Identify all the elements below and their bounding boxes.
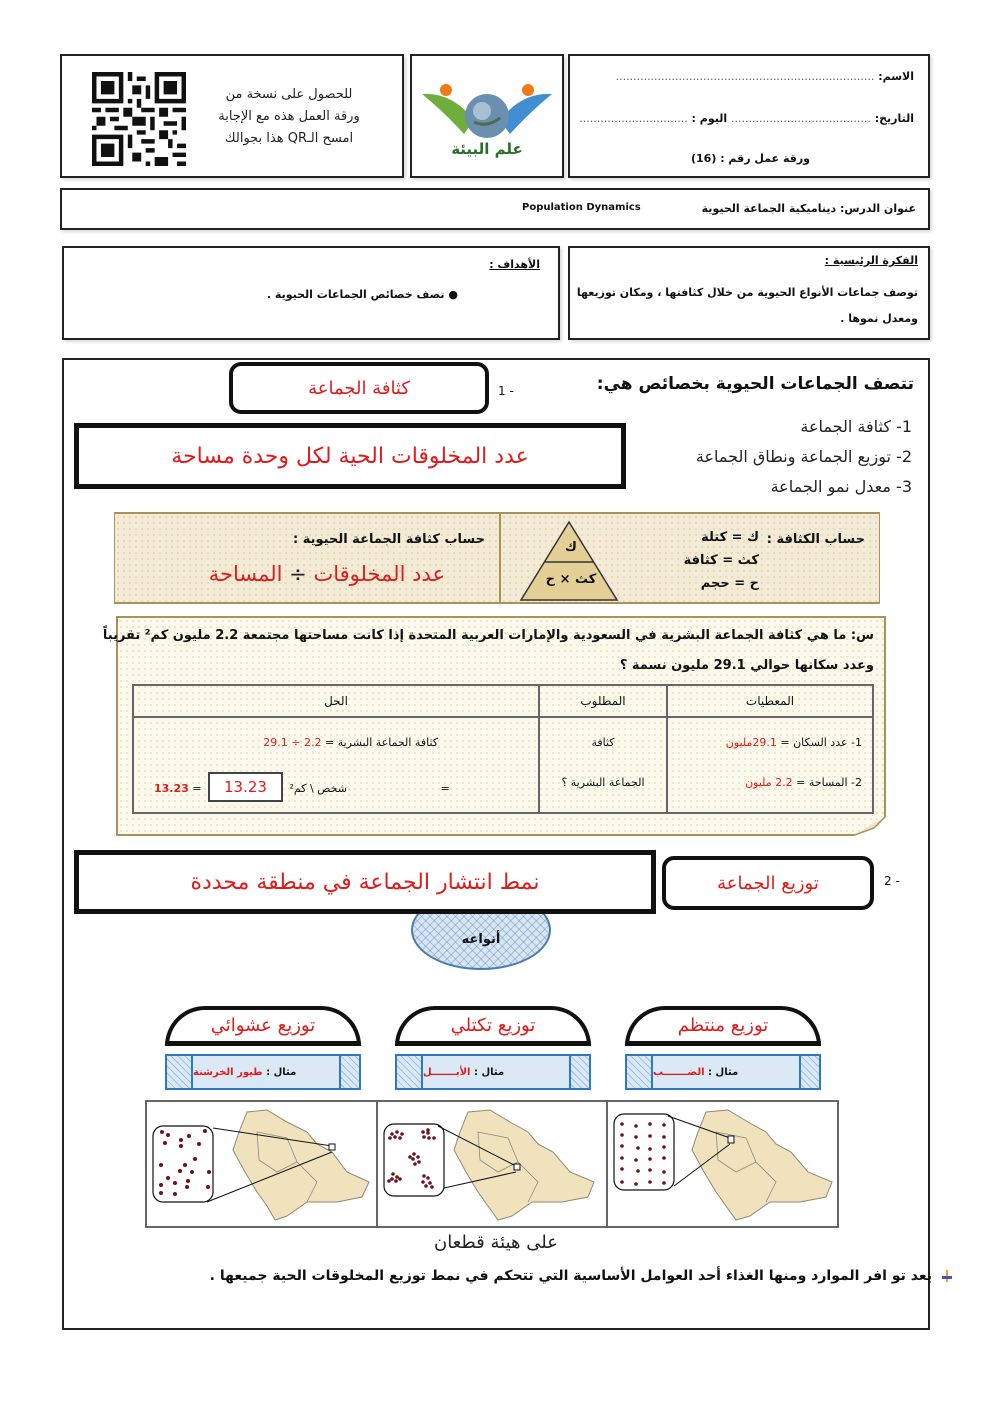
section1-answer-text: كثافة الجماعة: [308, 377, 410, 399]
solution-cell: [133, 717, 539, 813]
day-label: اليوم :: [691, 112, 728, 125]
solution-label: كثافة الجماعة البشرية =: [321, 736, 438, 749]
given-label: 2- المساحة =: [792, 776, 862, 789]
types-label: أنواعه: [461, 931, 501, 947]
section1-answer-box[interactable]: [229, 362, 489, 414]
goals-box: [62, 246, 560, 340]
density-definition-text: عدد المخلوقات الحية لكل وحدة مساحة: [171, 443, 529, 469]
population-density-formula: [209, 562, 445, 586]
goal-item: [267, 282, 458, 308]
type-uniform-box[interactable]: [625, 1006, 821, 1046]
main-idea-box: [568, 246, 930, 340]
triangle-density-volume: كث × ح: [545, 572, 597, 587]
density-variable-definitions: [684, 526, 759, 595]
example-label: مثال :: [266, 1066, 297, 1078]
example-uniform-answer[interactable]: الضـــــــب: [653, 1066, 705, 1078]
saudi-map-uniform-icon: [608, 1102, 838, 1226]
required-line-2: الجماعة البشرية ؟: [561, 776, 645, 789]
density-triangle-icon: [519, 520, 619, 602]
type-uniform-label: توزيع منتظم: [677, 1015, 769, 1036]
clumped-caption: على هيئة قطعان: [434, 1232, 558, 1253]
distribution-definition-text: نمط انتشار الجماعة في منطقة محددة: [190, 869, 540, 895]
formula-area: المساحة: [208, 562, 283, 586]
distribution-maps: [145, 1100, 839, 1228]
given-area: [668, 772, 862, 812]
triangle-mass: ك: [565, 540, 577, 555]
worksheet-label: ورقة عمل رقم :: [720, 152, 810, 165]
qr-instructions: [194, 84, 384, 150]
characteristics-list: [696, 412, 912, 502]
lesson-title-ar: ديناميكية الجماعة الحيوية: [701, 202, 837, 215]
def-volume: ح = حجم: [700, 576, 759, 591]
characteristic-item: 2- توزيع الجماعة ونطاق الجماعة: [695, 447, 912, 466]
type-clumped-label: توزيع تكتلي: [450, 1015, 536, 1036]
day-blank: ...............................: [579, 112, 688, 125]
goal-text: تصف خصائص الجماعات الحيوية .: [266, 288, 445, 301]
solution-unit: شخص \ كم²: [289, 782, 347, 795]
name-blank: ..........................................................................: [615, 70, 875, 83]
section2-answer-text: توزيع الجماعة: [717, 872, 819, 894]
saudi-map-clumped-icon: [378, 1102, 608, 1226]
name-label: الاسم:: [878, 70, 914, 83]
given-population: [668, 732, 862, 772]
givens-cell: [667, 717, 873, 813]
answer-input-box[interactable]: 13.23: [208, 772, 283, 802]
worksheet-number-value: (16): [690, 152, 717, 165]
main-idea-heading: الفكرة الرئيسية :: [824, 254, 918, 267]
example-random-answer[interactable]: طيور الخرشنة: [193, 1066, 263, 1078]
qr-box: [60, 54, 404, 178]
example-uniform: [625, 1054, 821, 1090]
map-clumped: [376, 1102, 607, 1226]
qr-code-icon[interactable]: [92, 72, 186, 166]
resource-note: [210, 1268, 952, 1284]
section1-number: 1 -: [498, 384, 514, 398]
resource-note-text: يعد تو افر الموارد ومنها الغذاء أحد العوامل الأساسية التي تتحكم في نمط توزيع المخلوقات الحية جميعها .: [209, 1268, 932, 1284]
given-value: 2.2 مليون: [745, 776, 793, 789]
environment-science-logo-icon: [412, 56, 562, 176]
section2-number: 2 -: [884, 874, 900, 888]
date-label: التاريخ:: [874, 112, 914, 125]
population-density-title: حساب كثافة الجماعة الحيوية :: [293, 532, 485, 547]
student-info-box: [568, 54, 930, 178]
solution-line-1: [134, 732, 538, 772]
required-line-1: كثافة: [591, 736, 615, 749]
required-cell: [539, 717, 667, 813]
date-day-field[interactable]: [579, 112, 914, 125]
lesson-title-bar: [60, 188, 930, 230]
solution-table: [132, 684, 874, 814]
example-random: [165, 1054, 361, 1090]
pin-bullet-icon: [942, 1270, 952, 1282]
header-solution: الحل: [133, 685, 539, 717]
bullet-icon: ●: [444, 288, 458, 301]
given-label: 1- عدد السكان =: [776, 736, 862, 749]
goals-heading: الأهداف :: [489, 258, 540, 271]
given-value: 29.1مليون: [725, 736, 777, 749]
distribution-definition-box[interactable]: [74, 850, 656, 914]
question-line-1: س: ما هي كثافة الجماعة البشرية في السعودية والإمارات العربية المتحدة إذا كانت مساحتها مجتمعة 2.2 مليون كم² تقريباً: [102, 628, 874, 643]
lesson-title-arabic: [702, 202, 916, 215]
section1-heading: تتصف الجماعات الحيوية بخصائص هي:: [596, 374, 914, 394]
date-blank: ........................................: [730, 112, 871, 125]
characteristic-item: 3- معدل نمو الجماعة: [770, 477, 912, 496]
saudi-map-random-icon: [147, 1102, 377, 1226]
qr-line-2: ورقة العمل هذه مع الإجابة: [218, 109, 360, 124]
lesson-label: عنوان الدرس:: [839, 202, 916, 215]
formula-organisms: عدد المخلوقات: [313, 562, 445, 586]
solution-expression: 29.1 ÷ 2.2: [263, 736, 322, 749]
type-random-box[interactable]: [165, 1006, 361, 1046]
svg-text:علم البيئة: علم البيئة: [451, 140, 523, 158]
page-curl-icon: [852, 816, 886, 836]
lesson-title-english: Population Dynamics: [522, 202, 641, 213]
question-line-2: وعدد سكانها حوالي 29.1 مليون نسمة ؟: [619, 658, 874, 673]
type-clumped-box[interactable]: [395, 1006, 591, 1046]
solution-result: 13.23: [154, 782, 189, 795]
qr-line-3: امسح الـQR هذا بجوالك: [224, 131, 354, 146]
density-calc-title: حساب الكثافة :: [766, 532, 865, 547]
density-formula-scroll: [500, 512, 880, 604]
main-idea-text-2: ومعدل نموها .: [840, 312, 918, 325]
header-givens: المعطيات: [667, 685, 873, 717]
example-clumped: [395, 1054, 591, 1090]
example-label: مثال :: [473, 1066, 505, 1078]
example-label: مثال :: [708, 1066, 739, 1078]
example-clumped-answer[interactable]: الأبـــــــل: [423, 1066, 471, 1078]
logo-box: [410, 54, 564, 178]
map-random: [147, 1102, 376, 1226]
question-box: [102, 616, 886, 836]
main-idea-text-1: توصف جماعات الأنواع الحيوية من خلال كثافتها ، ومكان توزيعها: [576, 286, 918, 299]
header-required: المطلوب: [539, 685, 667, 717]
section2-answer-box[interactable]: [662, 856, 874, 910]
population-density-scroll: [114, 512, 500, 604]
divide-icon: ÷: [289, 562, 307, 586]
def-mass: ك = كتلة: [701, 530, 759, 545]
density-definition-box[interactable]: [74, 423, 626, 489]
characteristic-item: 1- كثافة الجماعة: [800, 417, 912, 436]
map-uniform: [606, 1102, 837, 1226]
solution-line-2: شخص \ كم² 13.23 = 13.23 =: [134, 772, 538, 812]
worksheet-number: [691, 152, 810, 165]
equals-sign: =: [440, 782, 450, 795]
def-density: كث = كثافة: [683, 553, 759, 568]
name-field[interactable]: [616, 70, 914, 83]
qr-line-1: للحصول على نسخة من: [225, 87, 353, 102]
type-random-label: توزيع عشوائي: [210, 1015, 316, 1036]
